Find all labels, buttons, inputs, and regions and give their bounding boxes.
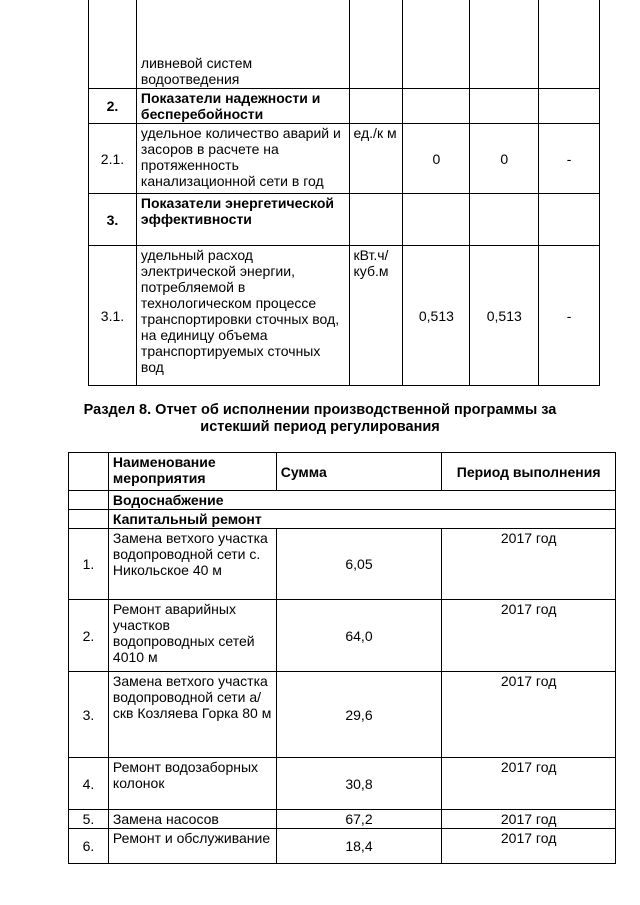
table-row [69,758,616,810]
sum-cell: 30,8 [276,758,442,810]
measure-name: Замена ветхого участка водопроводной сети а/скв Козляева Горка 80 м [108,672,276,758]
group-heading: Водоснабжение [108,491,615,510]
row-number: 3. [69,672,109,758]
value-cell [470,194,539,246]
section-heading: Показатели энергетической эффективности [136,194,349,246]
table-row [89,194,600,246]
period-cell: 2017 год [442,758,616,810]
table-row [69,600,616,672]
row-number: 3. [89,194,137,246]
measure-name: Ремонт водозаборных колонок [108,758,276,810]
header-row [69,453,616,491]
measure-name: Ремонт аварийных участков водопроводных сетей 4010 м [108,600,276,672]
sum-cell: 67,2 [276,810,442,829]
sum-cell: 6,05 [276,529,442,600]
header-name: Наименование мероприятия [108,453,276,491]
row-number [89,0,137,89]
unit-cell [349,0,403,89]
unit-cell: кВт.ч/ куб.м [349,246,403,386]
period-cell: 2017 год [442,810,616,829]
value-cell: - [539,124,600,194]
header-num [69,453,109,491]
table-row [89,0,600,89]
value-cell [403,89,470,124]
table-row [69,810,616,829]
indicator-name: ливневой систем водоотведения [136,0,349,89]
measure-name: Замена насосов [108,810,276,829]
indicators-table [88,0,600,386]
value-cell [470,89,539,124]
subgroup-row [69,510,616,529]
row-number: 5. [69,810,109,829]
period-cell: 2017 год [442,829,616,864]
row-number: 2. [89,89,137,124]
sum-cell: 64,0 [276,600,442,672]
program-report-table [68,452,616,864]
subgroup-heading: Капитальный ремонт [108,510,615,529]
period-cell: 2017 год [442,529,616,600]
table-row [89,246,600,386]
row-number: 6. [69,829,109,864]
value-cell [470,0,539,89]
row-number: 2.1. [89,124,137,194]
section-heading: Показатели надежности и бесперебойности [136,89,349,124]
indicator-name: удельное количество аварий и засоров в расчете на протяженность канализационной сети в год [136,124,349,194]
row-number: 1. [69,529,109,600]
table-row [89,89,600,124]
value-cell [403,194,470,246]
header-sum: Сумма [276,453,442,491]
period-cell: 2017 год [442,672,616,758]
section-title: Раздел 8. Отчет об исполнении производственной программы за истекший период регулирования [83,402,557,435]
sum-cell: 29,6 [276,672,442,758]
measure-name: Ремонт и обслуживание [108,829,276,864]
subgroup-num [69,510,109,529]
value-cell [539,194,600,246]
value-cell [539,89,600,124]
sum-cell: 18,4 [276,829,442,864]
unit-cell [349,89,403,124]
table-row [69,829,616,864]
value-cell [403,0,470,89]
row-number: 3.1. [89,246,137,386]
header-period: Период выполнения [442,453,616,491]
period-cell: 2017 год [442,600,616,672]
measure-name: Замена ветхого участка водопроводной сети с. Никольское 40 м [108,529,276,600]
table-row [89,124,600,194]
value-cell: 0 [470,124,539,194]
value-cell: 0,513 [403,246,470,386]
group-row [69,491,616,510]
value-cell: 0,513 [470,246,539,386]
row-number: 4. [69,758,109,810]
table-row [69,672,616,758]
indicator-name: удельный расход электрической энергии, потребляемой в технологическом процессе транспортировки сточных вод, на единицу объема транспортируемых сточных вод [136,246,349,386]
value-cell: 0 [403,124,470,194]
value-cell: - [539,246,600,386]
table-row [69,529,616,600]
value-cell [539,0,600,89]
row-number: 2. [69,600,109,672]
unit-cell: ед./к м [349,124,403,194]
unit-cell [349,194,403,246]
group-num [69,491,109,510]
